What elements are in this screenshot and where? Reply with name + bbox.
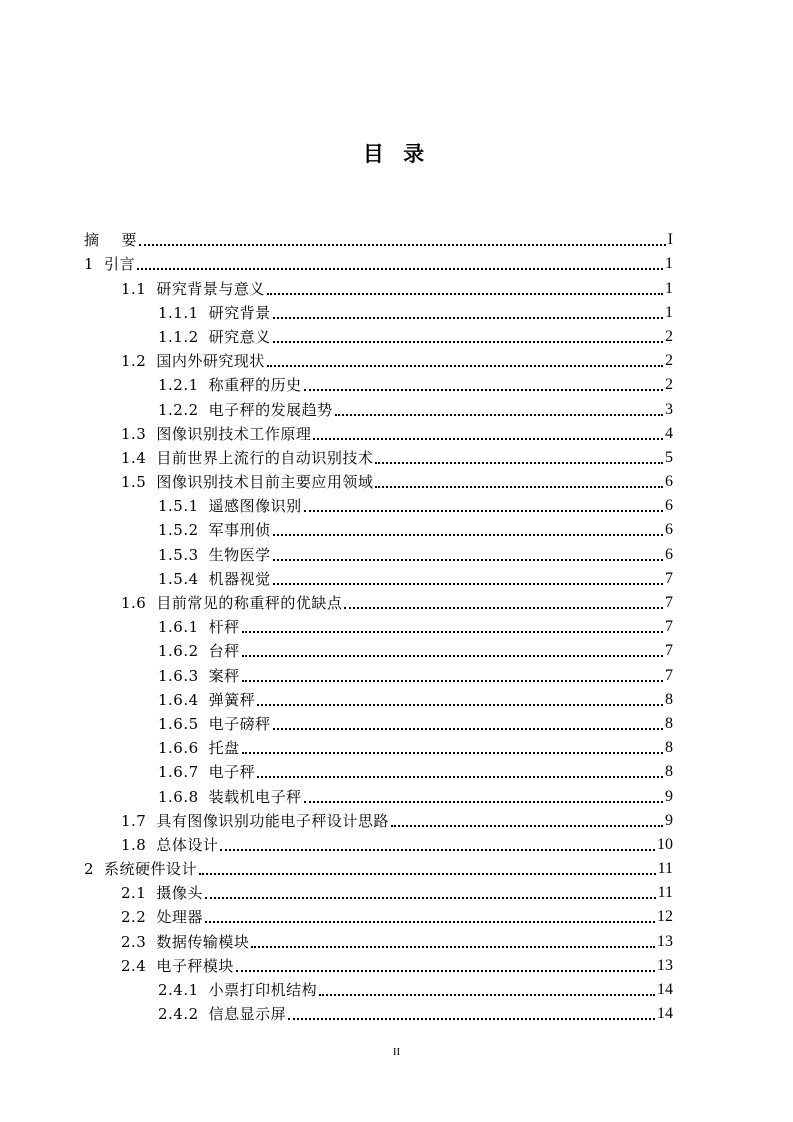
dot-leader	[375, 460, 663, 464]
toc-entry-label	[121, 593, 342, 613]
toc-entry[interactable]	[84, 710, 673, 734]
toc-entry-text: 研究背景	[208, 303, 271, 322]
toc-entry-label	[158, 980, 317, 1000]
toc-entry-number: 1.5.3	[158, 545, 199, 564]
toc-entry[interactable]	[84, 613, 673, 637]
toc-entry-page: 10	[657, 835, 673, 853]
toc-entry-label	[158, 690, 255, 710]
toc-entry-label	[121, 811, 389, 831]
toc-entry-page: 13	[657, 956, 673, 974]
toc-entry-number: 1.8	[121, 835, 147, 854]
toc-entry[interactable]	[84, 879, 673, 903]
toc-entry-label	[84, 859, 197, 879]
toc-entry[interactable]	[84, 444, 673, 468]
toc-entry[interactable]	[84, 734, 673, 758]
toc-entry-number: 1.1.2	[158, 327, 199, 346]
toc-entry-number: 2	[84, 860, 95, 879]
toc-entry-label	[121, 424, 311, 444]
toc-entry-number: 1.5.4	[158, 569, 199, 588]
toc-entry-number: 2.4.1	[158, 981, 199, 999]
toc-entry-page: 7	[665, 666, 673, 684]
toc-entry-number: 1.6.4	[158, 690, 199, 709]
page-title: 目 录	[362, 142, 431, 166]
toc-entry-text: 处理器	[156, 908, 203, 927]
toc-entry[interactable]	[84, 782, 673, 806]
dot-leader	[273, 557, 663, 561]
dot-leader	[335, 412, 663, 416]
toc-entry-text: 具有图像识别功能电子秤设计思路	[156, 811, 389, 830]
toc-entry-number: 1.2.2	[158, 400, 199, 419]
toc-entry-label	[158, 375, 302, 395]
toc-entry-text: 遥感图像识别	[208, 497, 302, 516]
toc-entry-page: 11	[657, 860, 673, 878]
toc-entry-label	[158, 400, 333, 420]
toc-entry-text: 信息显示屏	[208, 1005, 287, 1024]
toc-entry-number: 1.1.1	[158, 303, 199, 322]
dot-leader	[236, 968, 655, 972]
toc-entry[interactable]	[84, 468, 673, 492]
toc-entry[interactable]	[84, 807, 673, 831]
dot-leader	[205, 919, 655, 923]
toc-entry-page: 14	[657, 981, 673, 998]
dot-leader	[344, 605, 663, 609]
toc-entry-page: 6	[665, 497, 673, 515]
toc-entry-number: 1.5.2	[158, 521, 199, 540]
toc-entry[interactable]	[84, 250, 673, 274]
toc-entry[interactable]	[84, 347, 673, 371]
dot-leader	[242, 750, 663, 754]
toc-entry-label	[158, 520, 271, 540]
toc-entry-number: 摘	[84, 231, 100, 250]
toc-entry-label	[121, 956, 234, 976]
toc-entry-label	[121, 448, 373, 468]
dot-leader	[137, 266, 663, 270]
toc-entry-label	[158, 617, 240, 637]
toc-entry[interactable]	[84, 758, 673, 782]
toc-entry-number: 1.6.3	[158, 666, 199, 685]
toc-entry-page: 1	[665, 255, 673, 273]
dot-leader	[273, 726, 663, 730]
toc-entry-page: 9	[665, 787, 673, 805]
dot-leader	[319, 992, 655, 996]
dot-leader	[257, 702, 663, 706]
toc-entry-page: 7	[665, 594, 673, 611]
toc-entry-number: 2.4.2	[158, 1005, 199, 1024]
dot-leader	[304, 387, 663, 391]
toc-entry-text: 图像识别技术目前主要应用领域	[156, 473, 374, 492]
toc-entry[interactable]	[84, 661, 673, 685]
toc-entry-page: 2	[665, 352, 673, 370]
toc-entry-page: 6	[665, 473, 673, 491]
toc-entry-label	[158, 496, 302, 516]
toc-entry-label	[84, 230, 137, 250]
toc-entry[interactable]	[84, 589, 673, 613]
toc-entry-page: 6	[665, 521, 673, 539]
toc-entry-text: 数据传输模块	[156, 932, 250, 951]
toc-entry-page: 7	[665, 618, 673, 636]
toc-entry[interactable]	[84, 274, 673, 298]
page-number-footer: II	[392, 1046, 401, 1058]
toc-entry-label	[158, 714, 271, 734]
toc-entry-text: 研究背景与意义	[156, 279, 265, 298]
toc-entry-page: 1	[665, 303, 673, 321]
toc-entry[interactable]	[84, 420, 673, 444]
toc-entry-label	[121, 835, 218, 855]
toc-entry-number: 2.2	[121, 908, 147, 927]
toc-entry-number: 1.6.8	[158, 787, 199, 806]
toc-entry-page: 8	[665, 763, 673, 781]
toc-entry-label	[121, 472, 373, 492]
dot-leader	[267, 291, 663, 295]
toc-entry[interactable]	[84, 855, 673, 879]
toc-entry-page: 9	[665, 811, 673, 829]
toc-entry-label	[158, 787, 302, 807]
toc-entry-page: 7	[665, 642, 673, 660]
toc-entry-number: 1.1	[121, 279, 147, 298]
dot-leader	[375, 484, 663, 488]
toc-entry-number: 1.5.1	[158, 497, 199, 516]
toc-entry-text: 案秤	[208, 666, 240, 685]
toc-entry[interactable]	[84, 686, 673, 710]
toc-entry-label	[121, 279, 265, 299]
toc-entry-label	[158, 738, 240, 758]
toc-entry-text: 电子秤的发展趋势	[208, 400, 333, 419]
toc-entry-text: 称重秤的历史	[208, 376, 302, 395]
toc-entry[interactable]	[84, 226, 673, 250]
toc-entry-page: 7	[665, 569, 673, 587]
toc-entry-text: 研究意义	[208, 327, 271, 346]
toc-entry[interactable]	[84, 323, 673, 347]
dot-leader	[199, 871, 656, 875]
toc-entry-number: 2.3	[121, 932, 147, 951]
toc-entry-number: 1.6.6	[158, 739, 199, 758]
toc-entry[interactable]	[84, 492, 673, 516]
toc-entry-text: 目前常见的称重秤的优缺点	[156, 594, 343, 612]
dot-leader	[220, 847, 655, 851]
dot-leader	[273, 532, 663, 536]
toc-entry-text: 目前世界上流行的自动识别技术	[156, 448, 374, 467]
toc-entry[interactable]	[84, 299, 673, 323]
toc-entry-page: 13	[657, 932, 673, 950]
toc-entry-label	[158, 641, 240, 661]
dot-leader	[391, 823, 663, 827]
dot-leader	[273, 581, 663, 585]
dot-leader	[304, 799, 663, 803]
toc-entry-text: 系统硬件设计	[104, 860, 198, 879]
toc-entry-text: 小票打印机结构	[208, 981, 318, 999]
toc-entry-label	[158, 303, 271, 323]
toc-entry-text: 总体设计	[156, 835, 219, 854]
table-of-contents	[84, 226, 673, 1024]
toc-entry-page: 5	[665, 448, 673, 466]
toc-entry-number: 2.4	[121, 956, 147, 975]
toc-entry-label	[121, 883, 203, 903]
toc-entry-text: 国内外研究现状	[156, 352, 265, 371]
toc-entry-page: 2	[665, 327, 673, 345]
toc-entry-page: I	[667, 231, 673, 249]
toc-entry-number: 1.6.5	[158, 714, 199, 733]
toc-entry-label	[158, 569, 271, 589]
toc-entry-number: 1.7	[121, 811, 147, 830]
toc-entry-label	[158, 1004, 286, 1024]
toc-entry-page: 1	[665, 279, 673, 297]
toc-entry-text: 要	[121, 231, 138, 250]
dot-leader	[242, 678, 663, 682]
toc-entry-page: 3	[665, 400, 673, 418]
toc-entry-number: 1.6.1	[158, 618, 199, 637]
toc-entry-page: 4	[665, 424, 673, 442]
toc-entry-label	[121, 932, 249, 952]
dot-leader	[242, 653, 663, 657]
toc-entry-number: 2.1	[121, 884, 147, 903]
toc-entry[interactable]	[84, 927, 673, 951]
toc-entry-page: 14	[657, 1005, 673, 1023]
toc-entry-number: 1.5	[121, 473, 147, 492]
dot-leader	[313, 436, 663, 440]
toc-entry-text: 杆秤	[208, 618, 240, 637]
dot-leader	[205, 895, 656, 899]
toc-entry-number: 1.6.2	[158, 642, 199, 661]
toc-entry-number: 1.2	[121, 352, 147, 371]
dot-leader	[257, 774, 663, 778]
dot-leader	[288, 1016, 655, 1020]
toc-entry-text: 军事刑侦	[208, 521, 271, 540]
toc-entry[interactable]	[84, 637, 673, 661]
toc-entry-label	[158, 327, 271, 347]
toc-entry-label	[158, 666, 240, 686]
toc-entry-text: 引言	[104, 255, 136, 274]
toc-entry-page: 6	[665, 545, 673, 563]
toc-entry[interactable]	[84, 395, 673, 419]
toc-entry-number: 1.3	[121, 424, 147, 443]
toc-entry-number: 1.6	[121, 594, 147, 612]
toc-entry-label	[158, 762, 255, 782]
toc-entry-number: 1.2.1	[158, 376, 199, 395]
toc-entry[interactable]	[84, 831, 673, 855]
toc-entry[interactable]	[84, 976, 673, 1000]
toc-entry-page: 12	[657, 908, 673, 926]
toc-entry-text: 弹簧秤	[208, 690, 256, 709]
dot-leader	[251, 944, 655, 948]
toc-entry[interactable]	[84, 371, 673, 395]
toc-entry-text: 图像识别技术工作原理	[156, 424, 312, 443]
toc-entry[interactable]	[84, 903, 673, 927]
toc-entry-page: 8	[665, 690, 673, 708]
toc-entry-text: 台秤	[208, 642, 240, 661]
dot-leader	[242, 629, 663, 633]
dot-leader	[273, 339, 663, 343]
toc-entry-text: 电子磅秤	[208, 714, 271, 733]
toc-entry-page: 2	[665, 376, 673, 394]
toc-entry-number: 1.6.7	[158, 763, 199, 782]
toc-entry-text: 电子秤	[208, 763, 256, 782]
dot-leader	[304, 508, 663, 512]
toc-entry[interactable]	[84, 952, 673, 976]
dot-leader	[267, 363, 663, 367]
toc-entry-text: 机器视觉	[208, 569, 271, 588]
toc-entry-label	[121, 907, 203, 927]
toc-entry-label	[158, 545, 271, 565]
dot-leader	[139, 242, 666, 246]
toc-entry-page: 11	[657, 884, 673, 902]
toc-entry-number: 1	[84, 255, 95, 274]
toc-entry-page: 8	[665, 714, 673, 732]
toc-entry-text: 装载机电子秤	[208, 787, 302, 806]
toc-entry[interactable]	[84, 540, 673, 564]
toc-entry-number: 1.4	[121, 448, 147, 467]
dot-leader	[273, 315, 663, 319]
toc-entry-label	[84, 254, 135, 274]
toc-entry-text: 电子秤模块	[156, 956, 234, 975]
toc-entry-text: 生物医学	[208, 545, 271, 564]
toc-entry-label	[121, 351, 265, 371]
toc-entry-text: 摄像头	[156, 884, 203, 903]
toc-entry[interactable]	[84, 516, 673, 540]
toc-entry[interactable]	[84, 565, 673, 589]
toc-entry[interactable]	[84, 1000, 673, 1024]
toc-entry-text: 托盘	[208, 739, 240, 758]
toc-entry-page: 8	[665, 739, 673, 757]
